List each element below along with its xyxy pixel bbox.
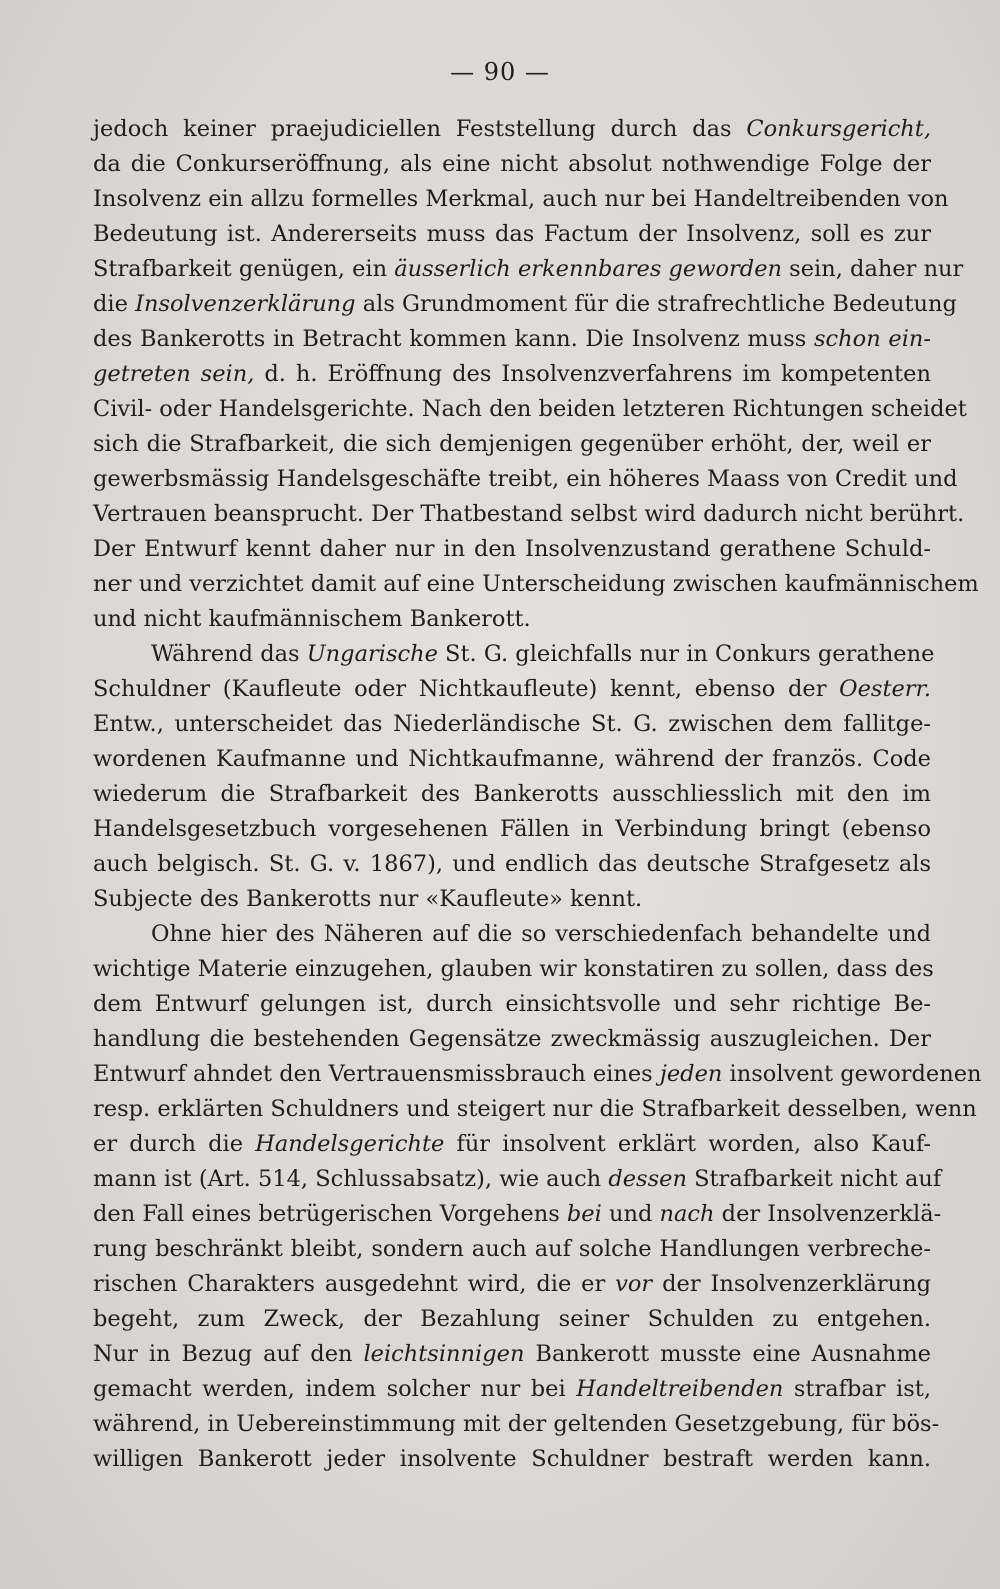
text-line-39: willigen Bankerott jeder insolvente Schuldner bestraft werden kann. <box>93 1446 931 1472</box>
text-line-24: Ohne hier des Näheren auf die so verschiedenfach behandelte und <box>151 921 931 947</box>
text-line-29: resp. erklärten Schuldners und steigert nur die Strafbarkeit desselben, wenn <box>93 1096 977 1122</box>
text-line-33: rung beschränkt bleibt, sondern auch auf solche Handlungen verbreche- <box>93 1236 931 1262</box>
text-line-20: wiederum die Strafbarkeit des Bankerotts ausschliesslich mit den im <box>93 781 931 807</box>
text-line-28: Entwurf ahndet den Vertrauensmissbrauch eines jeden insolvent gewordenen <box>93 1061 982 1087</box>
text-line-25: wichtige Materie einzugehen, glauben wir konstatiren zu sollen, dass des <box>93 956 934 982</box>
text-line-8: getreten sein, d. h. Eröffnung des Insolvenzverfahrens im kompetenten <box>93 361 931 387</box>
text-line-3: Insolvenz ein allzu formelles Merkmal, auch nur bei Handeltreibenden von <box>93 186 949 212</box>
text-line-7: des Bankerotts in Betracht kommen kann. Die Insolvenz muss schon ein- <box>93 326 931 352</box>
text-line-17: Schuldner (Kaufleute oder Nichtkaufleute) kennt, ebenso der Oesterr. <box>93 676 931 702</box>
text-line-11: gewerbsmässig Handelsgeschäfte treibt, ein höheres Maass von Credit und <box>93 466 958 492</box>
text-line-37: gemacht werden, indem solcher nur bei Handeltreibenden strafbar ist, <box>93 1376 931 1402</box>
text-line-22: auch belgisch. St. G. v. 1867), und endlich das deutsche Strafgesetz als <box>93 851 931 877</box>
page-number: — 90 — <box>450 58 550 86</box>
text-line-5: Strafbarkeit genügen, ein äusserlich erkennbares geworden sein, daher nur <box>93 256 964 282</box>
body-text <box>93 112 982 1477</box>
text-line-27: handlung die bestehenden Gegensätze zweckmässig auszugleichen. Der <box>93 1026 931 1052</box>
text-line-10: sich die Strafbarkeit, die sich demjenigen gegenüber erhöht, der, weil er <box>93 431 931 457</box>
text-line-1: jedoch keiner praejudiciellen Feststellung durch das Conkursgericht, <box>93 116 931 142</box>
text-line-32: den Fall eines betrügerischen Vorgehens bei und nach der Insolvenzerklä- <box>93 1201 942 1227</box>
text-line-16: Während das Ungarische St. G. gleichfalls nur in Conkurs gerathene <box>151 641 935 667</box>
text-line-14: ner und verzichtet damit auf eine Unterscheidung zwischen kaufmännischem <box>93 571 979 597</box>
text-line-19: wordenen Kaufmanne und Nichtkaufmanne, während der französ. Code <box>93 746 931 772</box>
text-line-34: rischen Charakters ausgedehnt wird, die er vor der Insolvenzerklärung <box>93 1271 931 1297</box>
text-line-2: da die Conkurseröffnung, als eine nicht absolut nothwendige Folge der <box>93 151 931 177</box>
text-line-18: Entw., unterscheidet das Niederländische St. G. zwischen dem fallitge- <box>93 711 931 737</box>
text-line-21: Handelsgesetzbuch vorgesehenen Fällen in Verbindung bringt (ebenso <box>93 816 931 842</box>
text-line-31: mann ist (Art. 514, Schlussabsatz), wie auch dessen Strafbarkeit nicht auf <box>93 1166 942 1192</box>
text-line-4: Bedeutung ist. Andererseits muss das Factum der Insolvenz, soll es zur <box>93 221 931 247</box>
text-line-13: Der Entwurf kennt daher nur in den Insolvenzustand gerathene Schuld- <box>93 536 931 562</box>
text-line-9: Civil- oder Handelsgerichte. Nach den beiden letzteren Richtungen scheidet <box>93 396 967 422</box>
line-32-rest: und nach der Insolvenzerklä- <box>601 1201 942 1227</box>
text-line-36: Nur in Bezug auf den leichtsinnigen Bankerott musste eine Ausnahme <box>93 1341 931 1367</box>
text-line-35: begeht, zum Zweck, der Bezahlung seiner Schulden zu entgehen. <box>93 1306 931 1332</box>
text-line-23: Subjecte des Bankerotts nur «Kaufleute» kennt. <box>93 886 643 912</box>
text-line-6: die Insolvenzerklärung als Grundmoment für die strafrechtliche Bedeutung <box>93 291 957 317</box>
text-line-26: dem Entwurf gelungen ist, durch einsichtsvolle und sehr richtige Be- <box>93 991 931 1017</box>
text-line-30: er durch die Handelsgerichte für insolvent erklärt worden, also Kauf- <box>93 1131 931 1157</box>
text-line-12: Vertrauen beansprucht. Der Thatbestand selbst wird dadurch nicht berührt. <box>93 501 965 527</box>
text-line-15: und nicht kaufmännischem Bankerott. <box>93 606 531 632</box>
italic-word: nach <box>659 1201 715 1227</box>
text-line-38: während, in Uebereinstimmung mit der geltenden Gesetzgebung, für bös- <box>93 1411 940 1437</box>
